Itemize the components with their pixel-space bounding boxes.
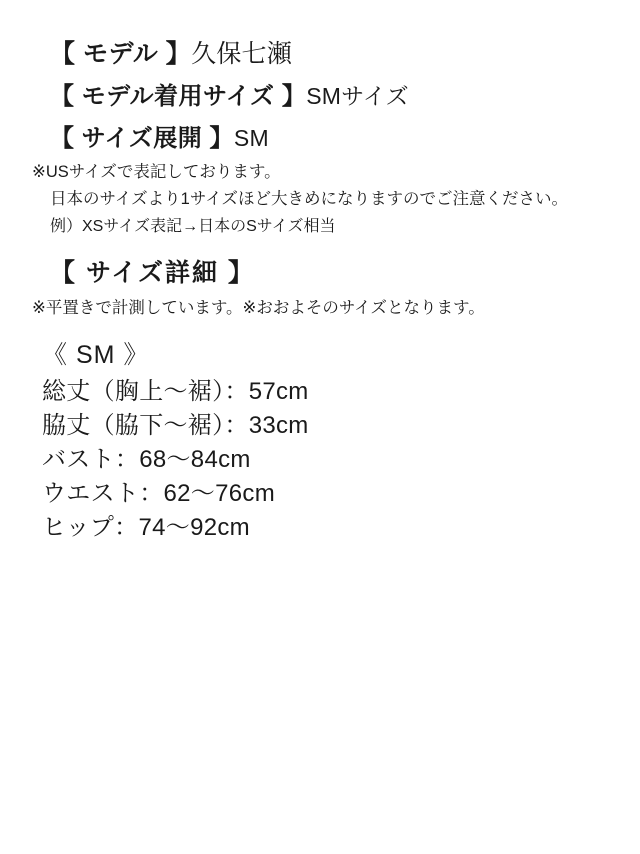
size-detail-heading: 【 サイズ詳細 】 <box>50 258 255 287</box>
us-size-note: ※USサイズで表記しております。 <box>32 163 281 182</box>
model-wear-size-heading-line <box>24 81 616 113</box>
model-heading-bracket: 【 モデル 】 <box>50 40 192 68</box>
size-detail-heading-line <box>24 257 616 290</box>
measurement-row: ヒップ：74〜92cm <box>42 514 250 542</box>
size-label: 《 SM 》 <box>42 340 150 369</box>
measurement-row: バスト：68〜84cm <box>42 446 251 474</box>
size-range-value: SM <box>233 124 269 151</box>
size-example-note: 例）XSサイズ表記→日本のSサイズ相当 <box>50 217 336 235</box>
model-name-value: 久保七瀬 <box>191 40 292 68</box>
measurement-row: ウエスト：62〜76cm <box>42 480 275 508</box>
measurement-method-note: ※平置きで計測しています。※おおよそのサイズとなります。 <box>32 298 485 317</box>
model-heading-line <box>24 38 616 71</box>
size-range-bracket: 【 サイズ展開 】 <box>50 124 234 152</box>
measurement-row: 脇丈（脇下〜裾）：33cm <box>42 411 309 439</box>
size-range-heading-line <box>24 123 616 155</box>
jp-size-note: 日本のサイズより1サイズほど大きめになりますのでご注意ください。 <box>50 190 569 209</box>
measurement-row: 総丈（胸上〜裾）：57cm <box>42 377 309 405</box>
model-wear-size-value: SMサイズ <box>306 83 409 109</box>
model-wear-size-bracket: 【 モデル着用サイズ 】 <box>50 83 307 110</box>
